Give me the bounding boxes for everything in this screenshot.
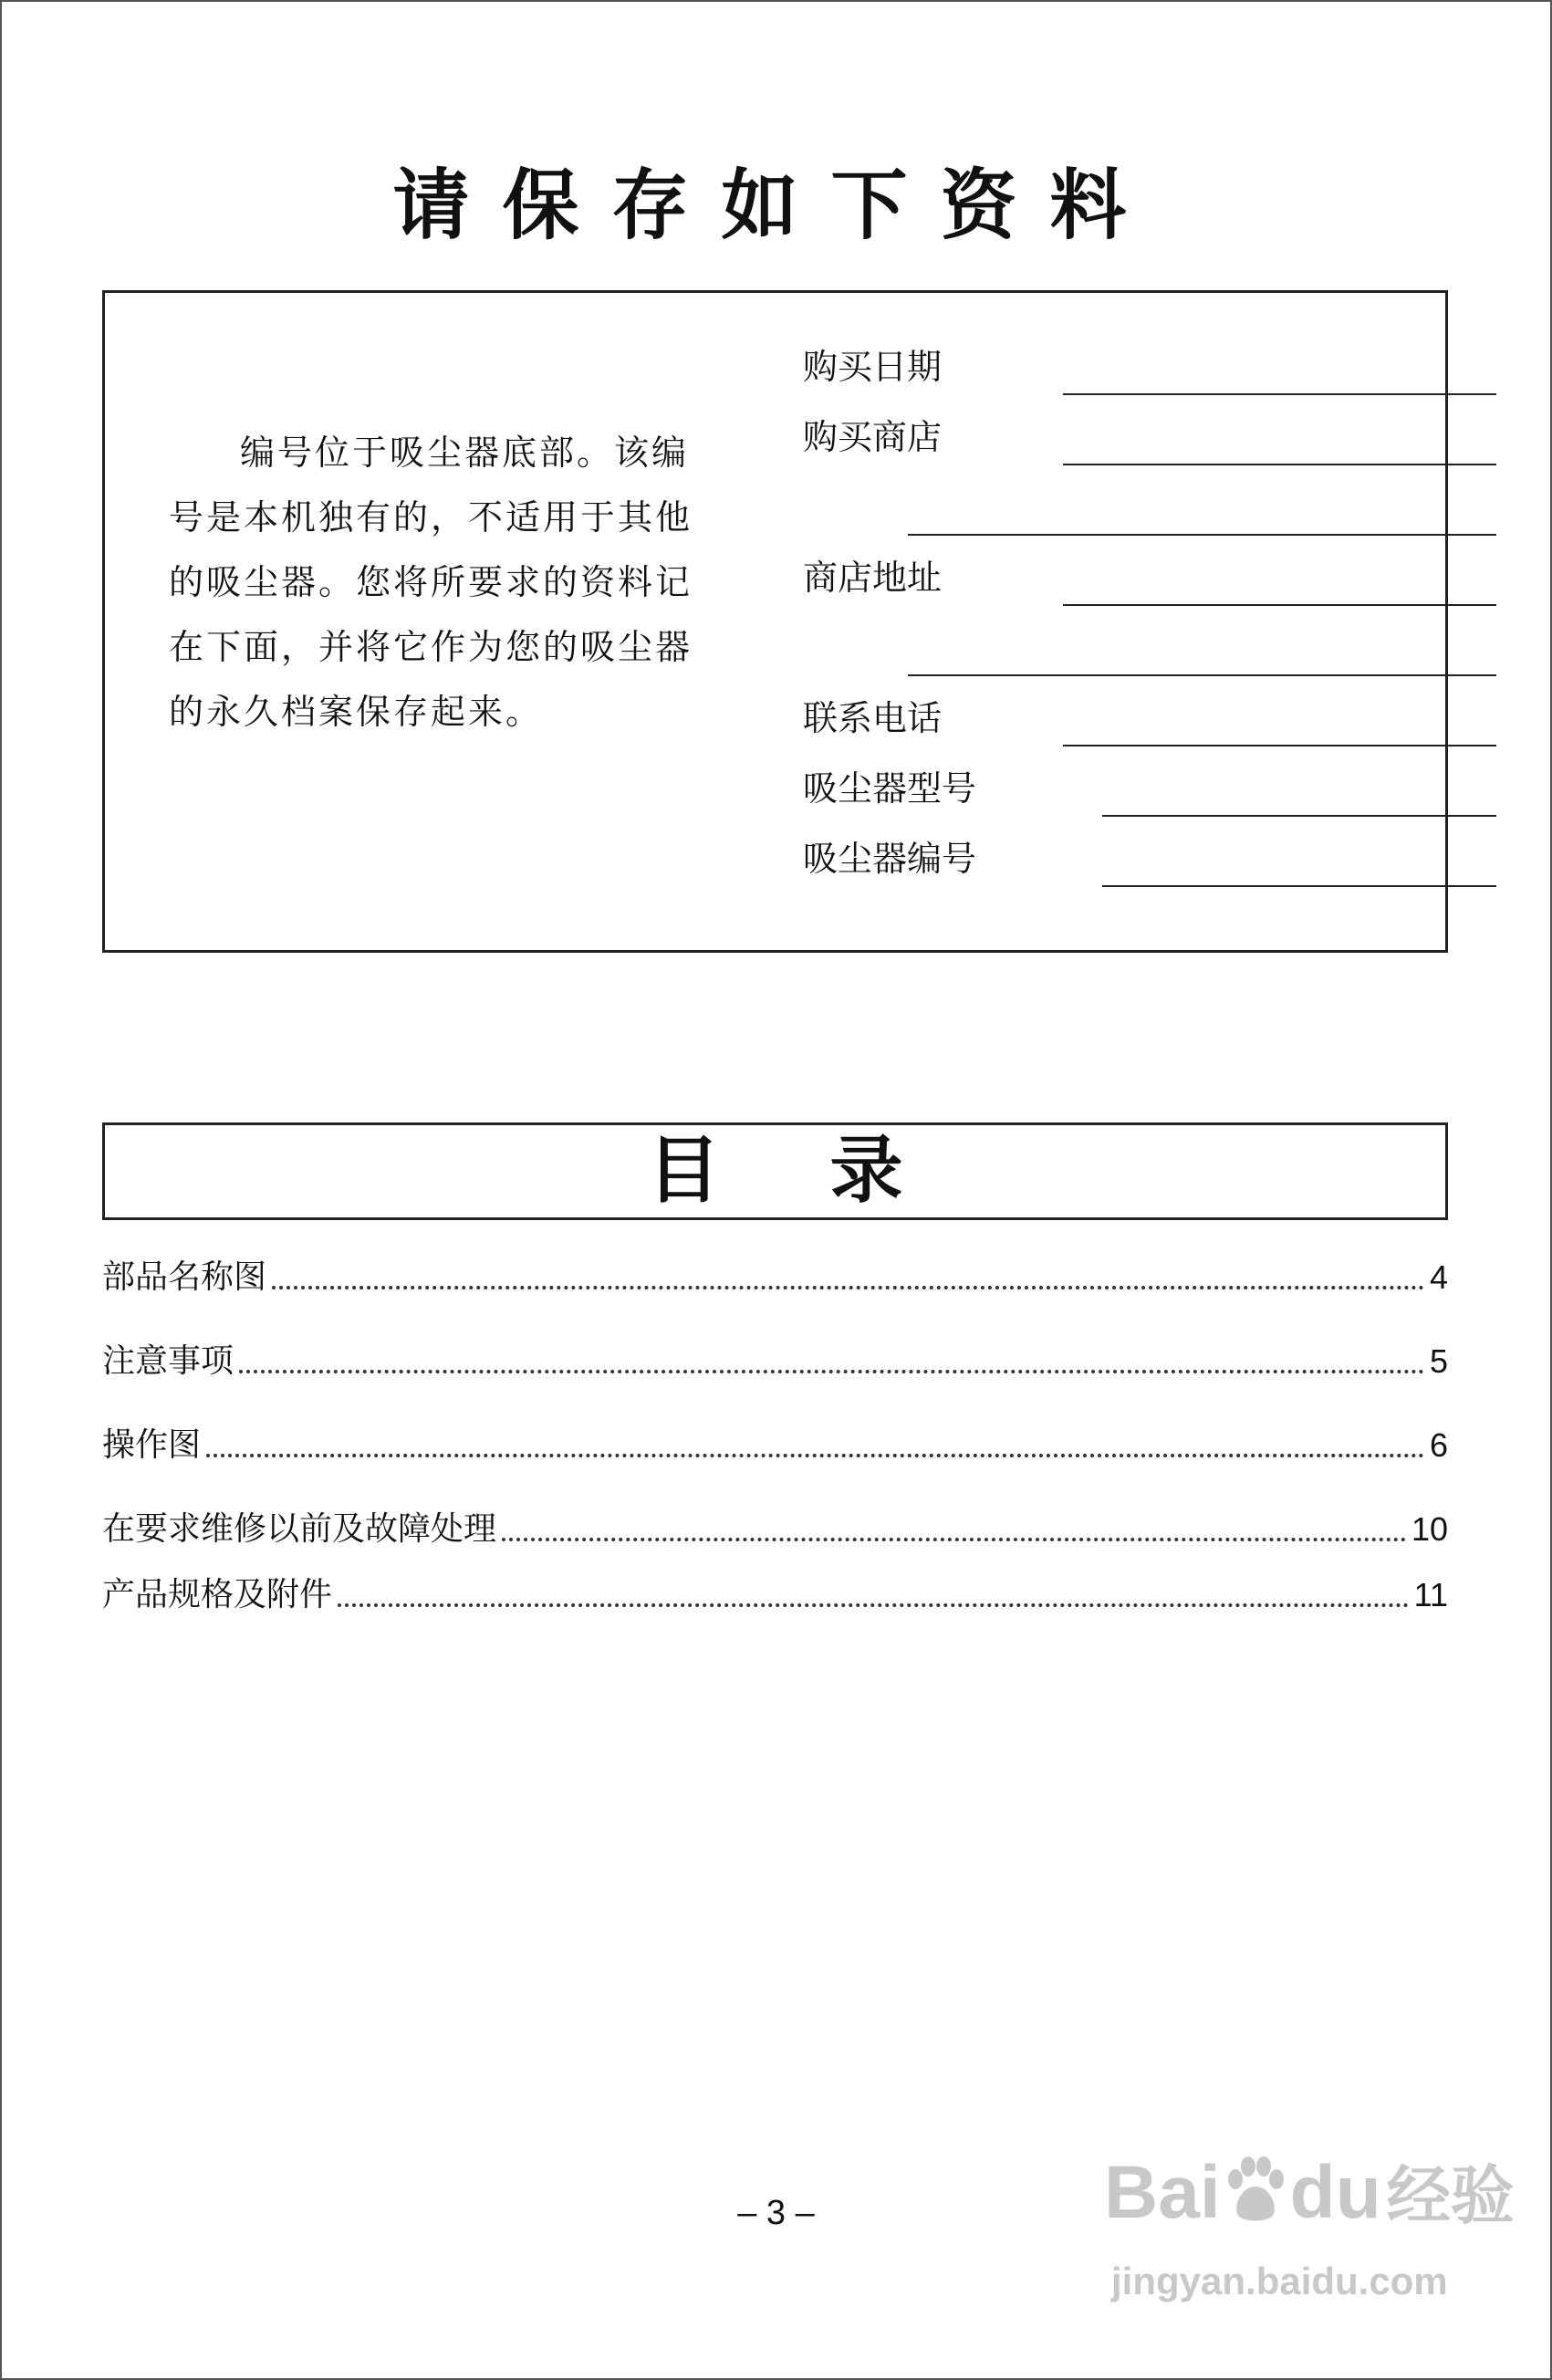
field-store-address-cont	[803, 621, 1496, 676]
field-underline	[908, 534, 1496, 536]
info-box	[102, 290, 1448, 953]
toc-entry[interactable]	[102, 1246, 1448, 1300]
toc-entry[interactable]	[102, 1498, 1448, 1552]
toc-entry[interactable]	[102, 1563, 1448, 1618]
field-label: 联系电话	[803, 698, 943, 738]
field-label: 购买商店	[803, 417, 943, 457]
field-purchase-date	[803, 340, 1496, 395]
page-number: – 3 –	[737, 2194, 815, 2232]
toc-leader-dots	[502, 1538, 1406, 1541]
toc-entry[interactable]	[102, 1330, 1448, 1384]
toc-leader-dots	[206, 1454, 1424, 1457]
field-label: 吸尘器编号	[803, 839, 977, 879]
field-underline	[1102, 885, 1496, 887]
field-underline	[908, 674, 1496, 676]
toc-leader-dots	[272, 1286, 1424, 1289]
toc-entry-label: 部品名称图	[102, 1258, 267, 1296]
info-paragraph: 编号位于吸尘器底部。该编号是本机独有的，不适用于其他的吸尘器。您将所要求的资料记在下面，并将它作为您的吸尘器的永久档案保存起来。	[169, 433, 693, 732]
baidu-watermark	[1104, 2145, 1515, 2336]
field-store-address	[803, 551, 1496, 606]
field-purchase-store	[803, 411, 1496, 465]
toc-entry-label: 注意事项	[102, 1342, 234, 1380]
toc-leader-dots	[338, 1603, 1409, 1607]
field-underline	[1063, 745, 1496, 746]
toc-entry-label: 在要求维修以前及故障处理	[102, 1510, 497, 1548]
toc-heading: 目录	[102, 1122, 1448, 1220]
baidu-paw-icon	[1221, 2156, 1290, 2225]
toc-leader-dots	[239, 1370, 1424, 1373]
toc-entry-page: 11	[1413, 1576, 1448, 1613]
watermark-url: jingyan.baidu.com	[1111, 2260, 1448, 2302]
toc-entry-label: 产品规格及附件	[102, 1576, 333, 1613]
baidu-logo	[1104, 2145, 1515, 2237]
field-vacuum-model	[803, 762, 1496, 817]
field-underline	[1063, 604, 1496, 606]
toc-entry-page: 4	[1429, 1258, 1448, 1296]
logo-text-bai: Bai	[1104, 2151, 1221, 2234]
logo-text-jingyan: 经验	[1386, 2158, 1515, 2233]
toc-entry-page: 6	[1429, 1426, 1448, 1464]
field-contact-phone	[803, 692, 1496, 746]
logo-text-du: du	[1289, 2151, 1381, 2234]
field-vacuum-serial	[803, 832, 1496, 887]
field-underline	[1063, 464, 1496, 465]
toc-entry-page: 5	[1429, 1342, 1448, 1380]
toc-entry[interactable]	[102, 1414, 1448, 1468]
toc-entry-label: 操作图	[102, 1426, 202, 1464]
page-title: 请保存如下资料	[392, 161, 1160, 250]
toc-entry-page: 10	[1411, 1510, 1448, 1548]
field-purchase-store-cont	[803, 481, 1496, 536]
field-underline	[1063, 393, 1496, 395]
field-label: 商店地址	[803, 558, 943, 598]
field-label: 购买日期	[803, 347, 943, 387]
field-label: 吸尘器型号	[803, 768, 977, 809]
field-underline	[1102, 815, 1496, 817]
